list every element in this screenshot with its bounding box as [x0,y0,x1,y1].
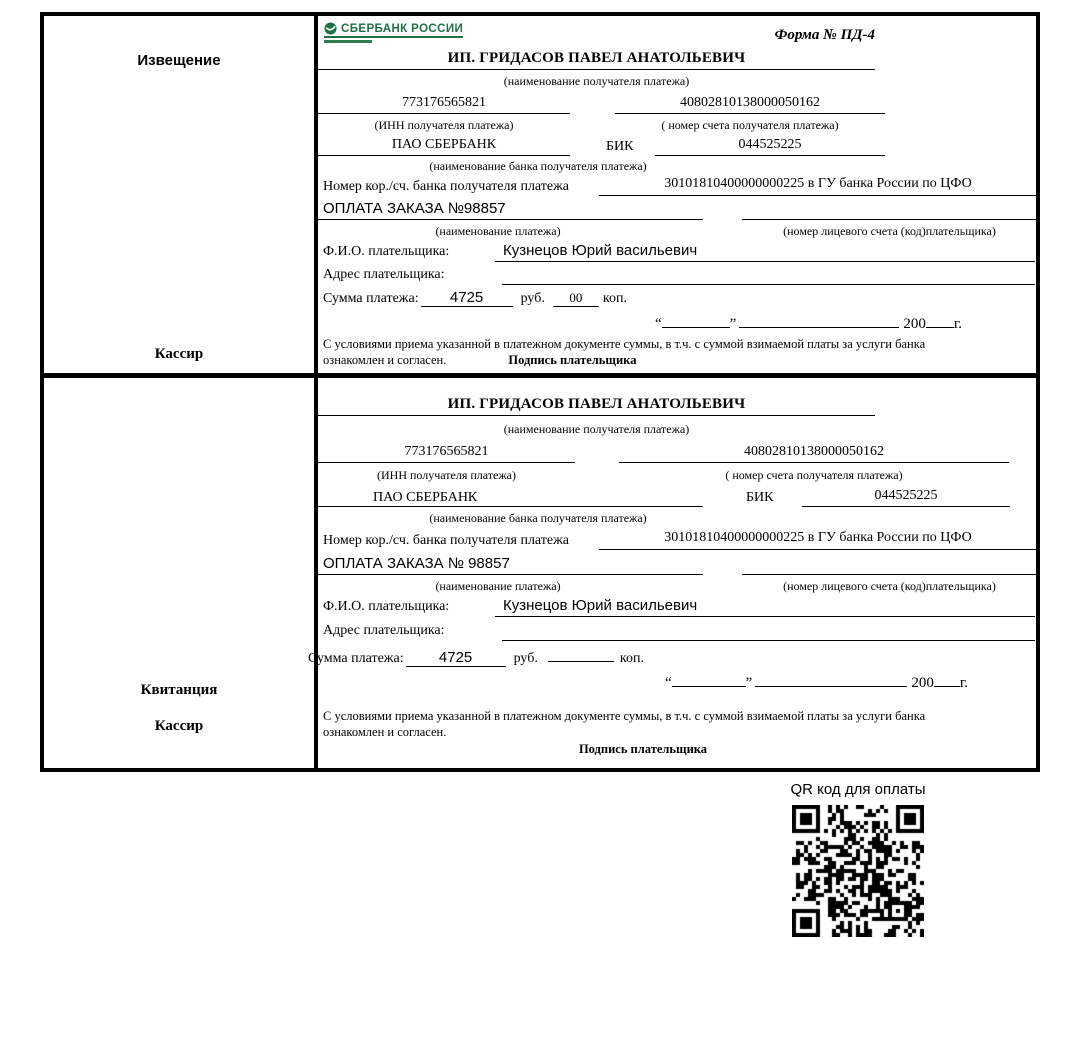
amount-rub-value: 4725 [421,289,513,307]
payment-name-field [318,200,703,220]
bik-label: БИК [746,490,774,505]
bank-name-value: ПАО СБЕРБАНК [373,490,478,505]
signature-label: Подпись плательщика [508,353,637,367]
corr-account-value: 30101810400000000225 в ГУ банка России по ЦФО [599,176,1037,196]
date-month-field [739,312,899,328]
inn-label: (ИНН получателя платежа) [377,468,516,482]
section-receipt [44,373,1036,768]
year-prefix: 200 [903,316,926,332]
date-row [655,312,962,333]
amount-rub-value: 4725 [406,649,506,667]
inn-value: 773176565821 [318,95,570,114]
amount-row [323,289,627,307]
personal-account-field [742,555,1037,575]
agreement-line1: С условиями приема указанной в платежном документе суммы, в т.ч. с суммой взимаемой платы за услуги банка [323,337,926,351]
payer-fio-value: Кузнецов Юрий васильевич [503,242,698,259]
date-row [665,671,968,692]
payment-name-label: (наименование платежа) [435,579,561,593]
form-number: Форма № ПД-4 [774,27,875,43]
bank-name-label: (наименование банка получателя платежа) [429,511,647,525]
rub-label: руб. [520,291,545,306]
date-quote-open: “ [665,675,672,691]
rub-label: руб. [513,651,538,666]
payer-address-field [502,265,1035,285]
recipient-name-value: ИП. ГРИДАСОВ ПАВЕЛ АНАТОЛЬЕВИЧ [318,50,875,70]
payment-name-value: ОПЛАТА ЗАКАЗА №98857 [323,200,506,217]
payer-fio-field [495,242,1035,262]
kop-label: коп. [619,651,644,666]
amount-row [308,646,644,667]
bank-name-label: (наименование банка получателя платежа) [429,159,647,173]
corr-account-label: Номер кор./сч. банка получателя платежа [323,533,569,548]
signature-label: Подпись плательщика [578,742,708,756]
date-year-field [926,312,954,328]
recipient-name-label: (наименование получателя платежа) [503,74,690,88]
payment-name-label: (наименование платежа) [435,224,561,238]
payer-fio-label: Ф.И.О. плательщика: [323,599,450,614]
date-day-field [662,312,730,328]
recipient-name-value: ИП. ГРИДАСОВ ПАВЕЛ АНАТОЛЬЕВИЧ [318,396,875,416]
notice-cashier-label: Кассир [154,346,204,362]
recipient-name-label: (наименование получателя платежа) [503,422,690,436]
year-prefix: 200 [911,675,934,691]
qr-code [792,805,924,937]
payment-form-pd4 [40,12,1040,772]
date-year-field [934,671,960,687]
agreement-line1: С условиями приема указанной в платежном документе суммы, в т.ч. с суммой взимаемой платы за услуги банка [323,709,926,723]
payment-name-field [318,555,703,575]
bank-name-value: ПАО СБЕРБАНК [318,137,570,156]
corr-account-value: 30101810400000000225 в ГУ банка России по ЦФО [599,530,1037,550]
agreement-block [323,336,983,368]
date-day-field [672,671,746,687]
notice-left-panel [44,16,318,373]
date-month-field [755,671,907,687]
payer-address-field [502,621,1035,641]
date-quote-close: ” [729,316,737,332]
date-quote-open: “ [655,316,662,332]
account-value: 40802810138000050162 [615,95,885,114]
amount-label: Сумма платежа: [308,651,404,666]
payer-fio-value: Кузнецов Юрий васильевич [503,597,698,614]
payer-address-label: Адрес плательщика: [323,267,445,282]
account-label: ( номер счета получателя платежа) [661,118,839,132]
amount-label: Сумма платежа: [323,291,419,306]
bik-value: 044525225 [802,488,1010,507]
notice-body [318,16,1036,373]
personal-account-label: (номер лицевого счета (код)плательщика) [783,224,996,238]
receipt-side-label: Квитанция [140,682,218,698]
payer-fio-field [495,597,1035,617]
bik-label: БИК [606,139,634,154]
qr-title: QR код для оплаты [790,781,926,798]
inn-label: (ИНН получателя платежа) [374,118,514,132]
date-quote-close: ” [745,675,753,691]
personal-account-label: (номер лицевого счета (код)плательщика) [783,579,996,593]
agreement-line2: ознакомлен и согласен. [323,725,447,739]
bik-value: 044525225 [655,137,885,156]
notice-side-label: Извещение [137,52,221,69]
kop-label: коп. [602,291,627,306]
year-suffix: г. [953,316,963,332]
year-suffix: г. [959,675,969,691]
qr-block [778,781,938,937]
payment-name-value: ОПЛАТА ЗАКАЗА № 98857 [323,555,510,572]
account-label: ( номер счета получателя платежа) [725,468,903,482]
account-value: 40802810138000050162 [619,444,1009,463]
section-notice [44,16,1036,373]
payer-address-label: Адрес плательщика: [323,623,445,638]
personal-account-field [742,200,1037,220]
sberbank-logo-text: СБЕРБАНК РОССИИ [341,22,464,35]
amount-kop-value: 00 [553,290,599,307]
amount-kop-value [548,646,614,662]
receipt-body [308,378,1036,768]
corr-account-label: Номер кор./сч. банка получателя платежа [323,179,569,194]
inn-value: 773176565821 [318,444,575,463]
bank-name-field [318,488,703,507]
agreement-line2: ознакомлен и согласен. [323,353,447,367]
receipt-left-panel [44,378,318,768]
receipt-cashier-label: Кассир [154,718,204,734]
agreement-block [323,708,983,740]
payer-fio-label: Ф.И.О. плательщика: [323,244,450,259]
